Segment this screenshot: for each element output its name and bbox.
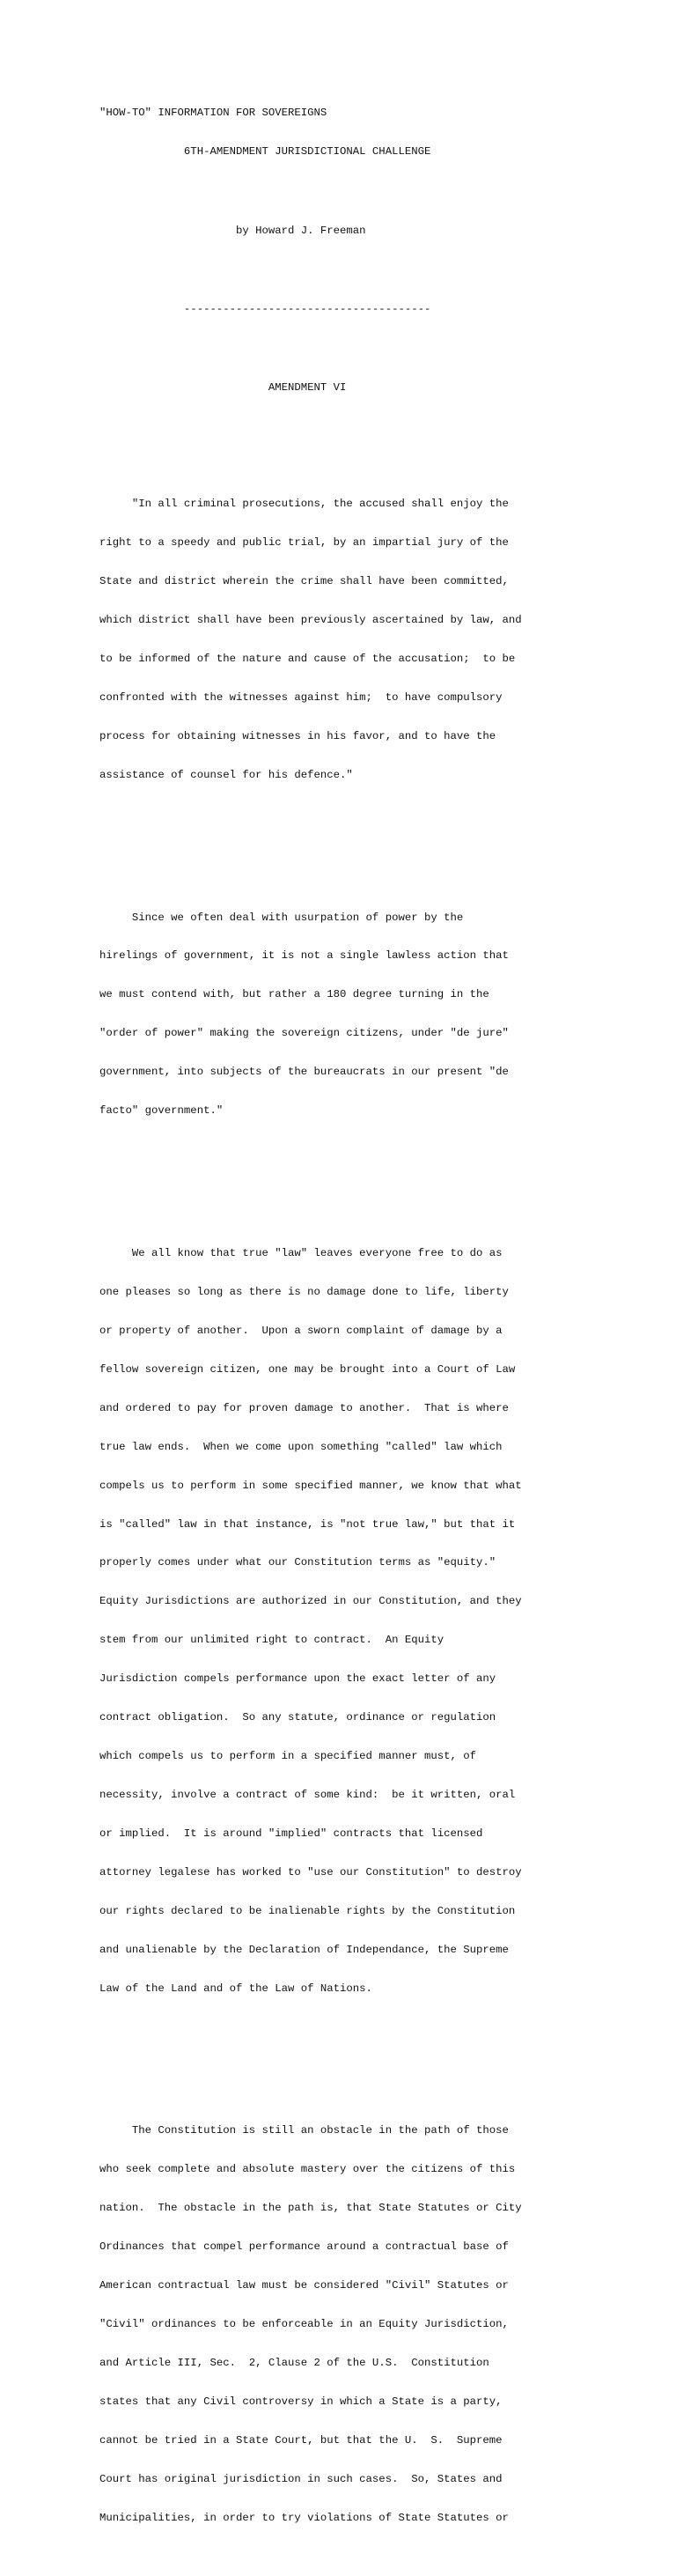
paragraph-line: assistance of counsel for his defence." [99,768,353,781]
paragraph-line: which district shall have been previously ascertained by law, and [99,614,522,627]
spacer [99,833,628,846]
spacer [99,184,628,198]
paragraph-line: one pleases so long as there is no damage done to life, liberty [99,1285,509,1298]
paragraph-line: facto" government." [99,1104,224,1118]
paragraph-line: properly comes under what our Constitution terms as "equity." [99,1556,496,1569]
paragraph-line: compels us to perform in some specified manner, we know that what [99,1479,522,1492]
document-body [99,81,628,2576]
byline: by Howard J. Freeman [99,224,366,237]
spacer [99,420,628,433]
paragraph-line: which compels us to perform in a specified manner must, of [99,1750,477,1763]
paragraph-line: government, into subjects of the bureaucrats in our present "de [99,1066,509,1079]
paragraph-2 [99,885,628,1143]
paragraph-3 [99,1222,628,2021]
paragraph-line: states that any Civil controversy in which a State is a party, [99,2395,503,2409]
paragraph-line: nation. The obstacle in the path is, that State Statutes or City [99,2202,522,2215]
spacer [99,1170,628,1183]
paragraph-line: The Constitution is still an obstacle in the path of those [99,2124,509,2137]
paragraph-line: attorney legalese has worked to "use our Constitution" to destroy [99,1866,522,1879]
section-heading: AMENDMENT VI [99,381,347,395]
paragraph-line: stem from our unlimited right to contract. An Equity [99,1634,445,1647]
paragraph-line: "Civil" ordinances to be enforceable in an Equity Jurisdiction, [99,2318,509,2331]
separator-line: -------------------------------------- [99,302,431,315]
paragraph-line: Law of the Land and of the Law of Nations. [99,1982,372,1995]
paragraph-line: cannot be tried in a State Court, but that the U. S. Supreme [99,2434,503,2447]
paragraph-line: who seek complete and absolute mastery over the citizens of this [99,2163,516,2176]
paragraph-line: Since we often deal with usurpation of power by the [99,911,464,924]
paragraph-line: to be informed of the nature and cause of the accusation; to be [99,653,516,666]
paragraph-line: Jurisdiction compels performance upon the exact letter of any [99,1672,496,1686]
paragraph-line: right to a speedy and public trial, by an impartial jury of the [99,536,509,550]
paragraph-line: true law ends. When we come upon something "called" law which [99,1440,503,1453]
spacer [99,262,628,277]
paragraph-line: or implied. It is around "implied" contracts that licensed [99,1827,483,1841]
paragraph-line: and ordered to pay for proven damage to another. That is where [99,1401,509,1414]
spacer [99,342,628,356]
document-subtitle: 6TH-AMENDMENT JURISDICTIONAL CHALLENGE [99,145,431,159]
paragraph-line: necessity, involve a contract of some kind: be it written, oral [99,1789,516,1802]
paragraph-line: Court has original jurisdiction in such cases. So, States and [99,2473,503,2486]
paragraph-line: or property of another. Upon a sworn complaint of damage by a [99,1324,503,1337]
paragraph-line: our rights declared to be inalienable rights by the Constitution [99,1905,516,1918]
paragraph-4 [99,2099,628,2550]
paragraph-line: and Article III, Sec. 2, Clause 2 of the U.S. Constitution [99,2357,489,2370]
paragraph-line: Municipalities, in order to try violations of State Statutes or [99,2512,509,2525]
paragraph-line: Equity Jurisdictions are authorized in our Constitution, and they [99,1595,522,1608]
paragraph-line: "In all criminal prosecutions, the accused shall enjoy the [99,498,509,511]
paragraph-line: We all know that true "law" leaves everyone free to do as [99,1246,503,1259]
paragraph-line: "order of power" making the sovereign citizens, under "de jure" [99,1027,509,1040]
paragraph-line: is "called" law in that instance, is "not true law," but that it [99,1517,516,1531]
paragraph-line: we must contend with, but rather a 180 degree turning in the [99,988,489,1001]
paragraph-1 [99,472,628,808]
paragraph-line: process for obtaining witnesses in his favor, and to have the [99,730,496,743]
paragraph-line: Ordinances that compel performance around a contractual base of [99,2240,509,2254]
paragraph-line: American contractual law must be considered "Civil" Statutes or [99,2279,509,2292]
paragraph-line: fellow sovereign citizen, one may be brought into a Court of Law [99,1362,516,1376]
paragraph-line: hirelings of government, it is not a single lawless action that [99,949,509,963]
spacer [99,2047,628,2060]
paragraph-line: and unalienable by the Declaration of Independance, the Supreme [99,1943,509,1956]
paragraph-line: confronted with the witnesses against him; to have compulsory [99,691,503,705]
paragraph-line: contract obligation. So any statute, ordinance or regulation [99,1711,496,1724]
paragraph-line: State and district wherein the crime shall have been committed, [99,575,509,588]
document-title: "HOW-TO" INFORMATION FOR SOVEREIGNS [99,107,327,120]
